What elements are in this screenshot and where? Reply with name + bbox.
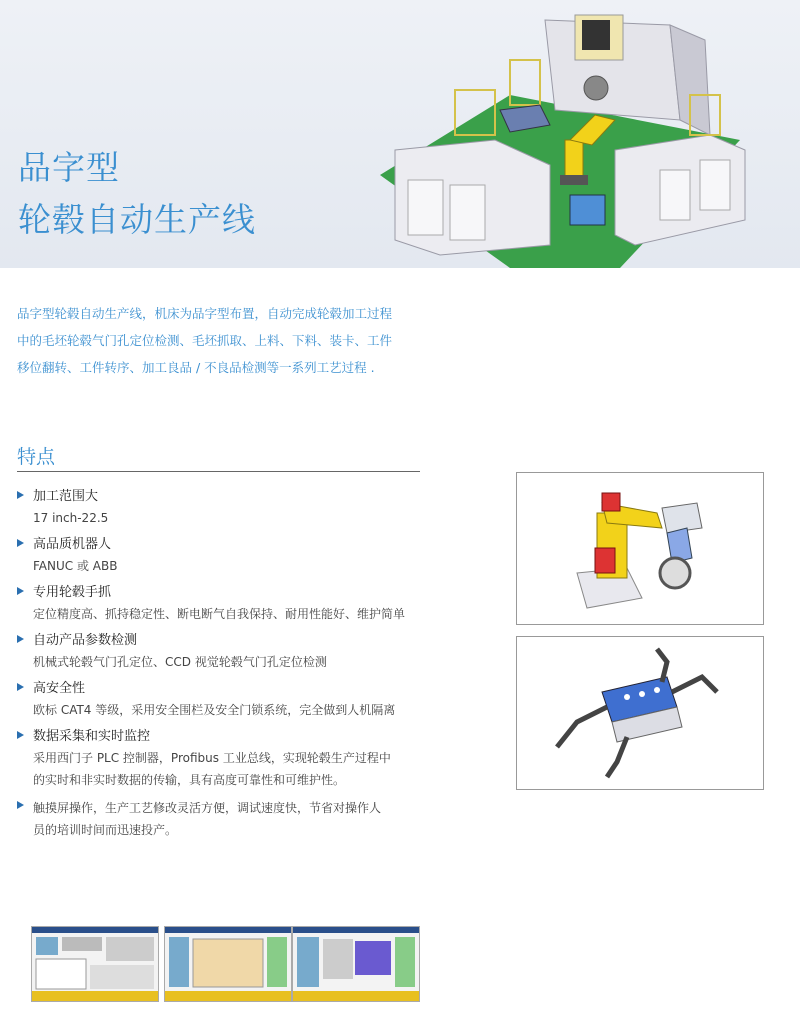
hmi-screenshot-3 xyxy=(292,926,420,1002)
feature-item xyxy=(17,727,427,791)
feature-item xyxy=(17,535,427,577)
robot-photo xyxy=(516,472,764,625)
gripper-illustration xyxy=(517,637,763,789)
feature-item xyxy=(17,631,427,673)
intro-line: 品字型轮毂自动生产线，机床为品字型布置，自动完成轮毂加工过程 xyxy=(17,306,393,321)
intro-line: 中的毛坯轮毂气门孔定位检测、毛坯抓取、上料、下料、装卡、工件 xyxy=(17,333,393,348)
section-divider xyxy=(17,471,420,472)
feature-title: 自动产品参数检测 xyxy=(33,633,138,648)
feature-title: 数据采集和实时监控 xyxy=(33,729,151,744)
gripper-photo xyxy=(516,636,764,790)
feature-desc: 的实时和非实时数据的传输，具有高度可靠性和可维护性。 xyxy=(33,773,346,787)
header-banner xyxy=(0,0,800,268)
intro-line: 移位翻转、工件转序、加工良品 / 不良品检测等一系列工艺过程 . xyxy=(17,360,375,375)
hmi-screenshot-1 xyxy=(31,926,159,1002)
feature-desc: 触摸屏操作，生产工艺修改灵活方便，调试速度快，节省对操作人 xyxy=(33,801,382,815)
feature-desc: 员的培训时间而迅速投产。 xyxy=(33,823,178,837)
feature-desc: 定位精度高、抓持稳定性、断电断气自我保持、耐用性能好、维护简单 xyxy=(33,607,406,621)
feature-title: 高安全性 xyxy=(33,681,86,696)
title-line-1: 品字型 xyxy=(18,148,120,187)
features-list xyxy=(17,487,427,847)
robot-arm-illustration xyxy=(517,473,763,624)
feature-title: 加工范围大 xyxy=(33,489,99,504)
intro-paragraph xyxy=(17,300,427,381)
features-heading: 特点 xyxy=(17,446,56,468)
triangle-bullet-icon xyxy=(17,635,24,643)
inspection-station xyxy=(570,195,605,225)
robot-body xyxy=(565,140,583,180)
feature-item xyxy=(17,797,427,841)
feature-desc: 欧标 CAT4 等级，采用安全围栏及安全门锁系统，完全做到人机隔离 xyxy=(33,703,396,717)
feature-desc: 采用西门子 PLC 控制器，Profibus 工业总线，实现轮毂生产过程中 xyxy=(33,751,391,765)
triangle-bullet-icon xyxy=(17,491,24,499)
feature-title: 专用轮毂手抓 xyxy=(33,585,112,600)
feature-desc: FANUC 或 ABB xyxy=(33,559,118,573)
feature-title: 高品质机器人 xyxy=(33,537,112,552)
feature-item xyxy=(17,679,427,721)
feature-item xyxy=(17,583,427,625)
feature-desc: 17 inch-22.5 xyxy=(33,511,109,525)
feature-item xyxy=(17,487,427,529)
production-line-illustration xyxy=(360,0,800,268)
triangle-bullet-icon xyxy=(17,539,24,547)
title-line-2: 轮毂自动生产线 xyxy=(18,200,256,239)
triangle-bullet-icon xyxy=(17,683,24,691)
triangle-bullet-icon xyxy=(17,731,24,739)
hmi-screenshot-2 xyxy=(164,926,292,1002)
triangle-bullet-icon xyxy=(17,801,24,809)
feature-desc: 机械式轮毂气门孔定位、CCD 视觉轮毂气门孔定位检测 xyxy=(33,655,327,669)
triangle-bullet-icon xyxy=(17,587,24,595)
